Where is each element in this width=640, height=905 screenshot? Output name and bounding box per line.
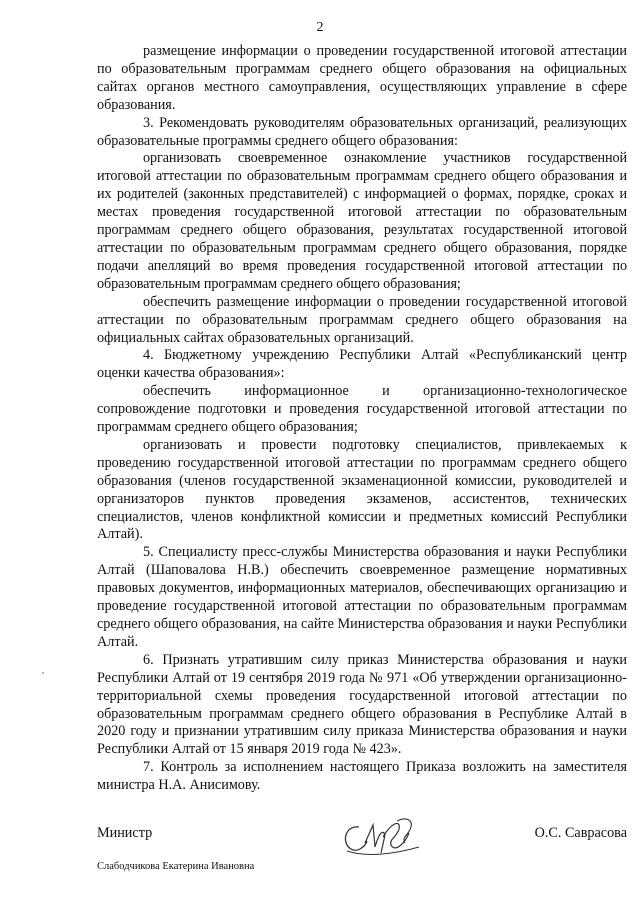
paragraph-ensure-placement: обеспечить размещение информации о проведении государственной итоговой аттестации по образовательным программам среднего общего образования на официальных сайтах образовательных организаций. xyxy=(97,293,627,346)
paragraph-ensure-support: обеспечить информационное и организационно-технологическое сопровождение подготовки и проведения государственной итоговой аттестации по программам среднего общего образования; xyxy=(97,383,627,436)
paragraph-organize-familiarization: организовать своевременное ознакомление участников государственной итоговой аттестации по образовательным программам среднего общего образования и их родителей (законных представителей) с информацией о формах, порядке, сроках и местах проведения государственной итоговой аттестации по образовательным программам среднего общего образования, результатах государственной итоговой аттестации по образовательным программам среднего общего образования, порядке подачи апелляций во время проведения государственной итоговой аттестации по образовательным программам среднего общего образования; xyxy=(97,150,627,292)
paragraph-6-repeal-order: 6. Признать утратившим силу приказ Министерства образования и науки Республики Алтай от 19 сентября 2019 года № 971 «Об утверждении организационно-территориальной схемы проведения государственной итоговой аттестации по образовательным программам среднего общего образования в Республике Алтай в 2020 году и признании утратившим силу приказа Министерства образования и науки Республики Алтай от 15 января 2019 года № 423». xyxy=(97,651,627,758)
handwritten-signature xyxy=(335,813,425,861)
page-number: 2 xyxy=(316,20,324,35)
signature-block xyxy=(97,825,627,849)
paragraph-train-specialists: организовать и провести подготовку специалистов, привлекаемых к проведению государственной итоговой аттестации по программам среднего общего образования (членов государственной экзаменационной комиссии, руководителей и организаторов пунктов проведения экзаменов, ассистентов, технических специалистов, членов конфликтной комиссии и предметных комиссий Республики Алтай). xyxy=(97,436,627,543)
paragraph-3-recommend: 3. Рекомендовать руководителям образовательных организаций, реализующих образовательные программы среднего общего образования: xyxy=(97,114,627,149)
paragraph-4-budget-institution: 4. Бюджетному учреждению Республики Алтай «Республиканский центр оценки качества образования»: xyxy=(97,347,627,382)
paragraph-7-control: 7. Контроль за исполнением настоящего Приказа возложить на заместителя министра Н.А. Анисимову. xyxy=(97,759,627,794)
paragraph-5-press-service: 5. Специалисту пресс-службы Министерства образования и науки Республики Алтай (Шаповалова Н.В.) обеспечить своевременное размещение нормативных правовых документов, информационных материалов, обеспечивающих организацию и проведение государственной итоговой аттестации по образовательным программам среднего общего образования, на сайте Министерства образования и науки Республики Алтай. xyxy=(97,544,627,650)
signer-title: Министр xyxy=(97,825,153,841)
executor-name: Слабодчикова Екатерина Ивановна xyxy=(97,861,255,872)
margin-mark xyxy=(42,672,44,674)
signer-name: О.С. Саврасова xyxy=(534,825,627,841)
paragraph-placement-info: размещение информации о проведении государственной итоговой аттестации по образовательным программам среднего общего образования на официальных сайтах органов местного самоуправления, осуществляющих управление в сфере образования. xyxy=(97,43,627,113)
document-body xyxy=(97,43,627,795)
